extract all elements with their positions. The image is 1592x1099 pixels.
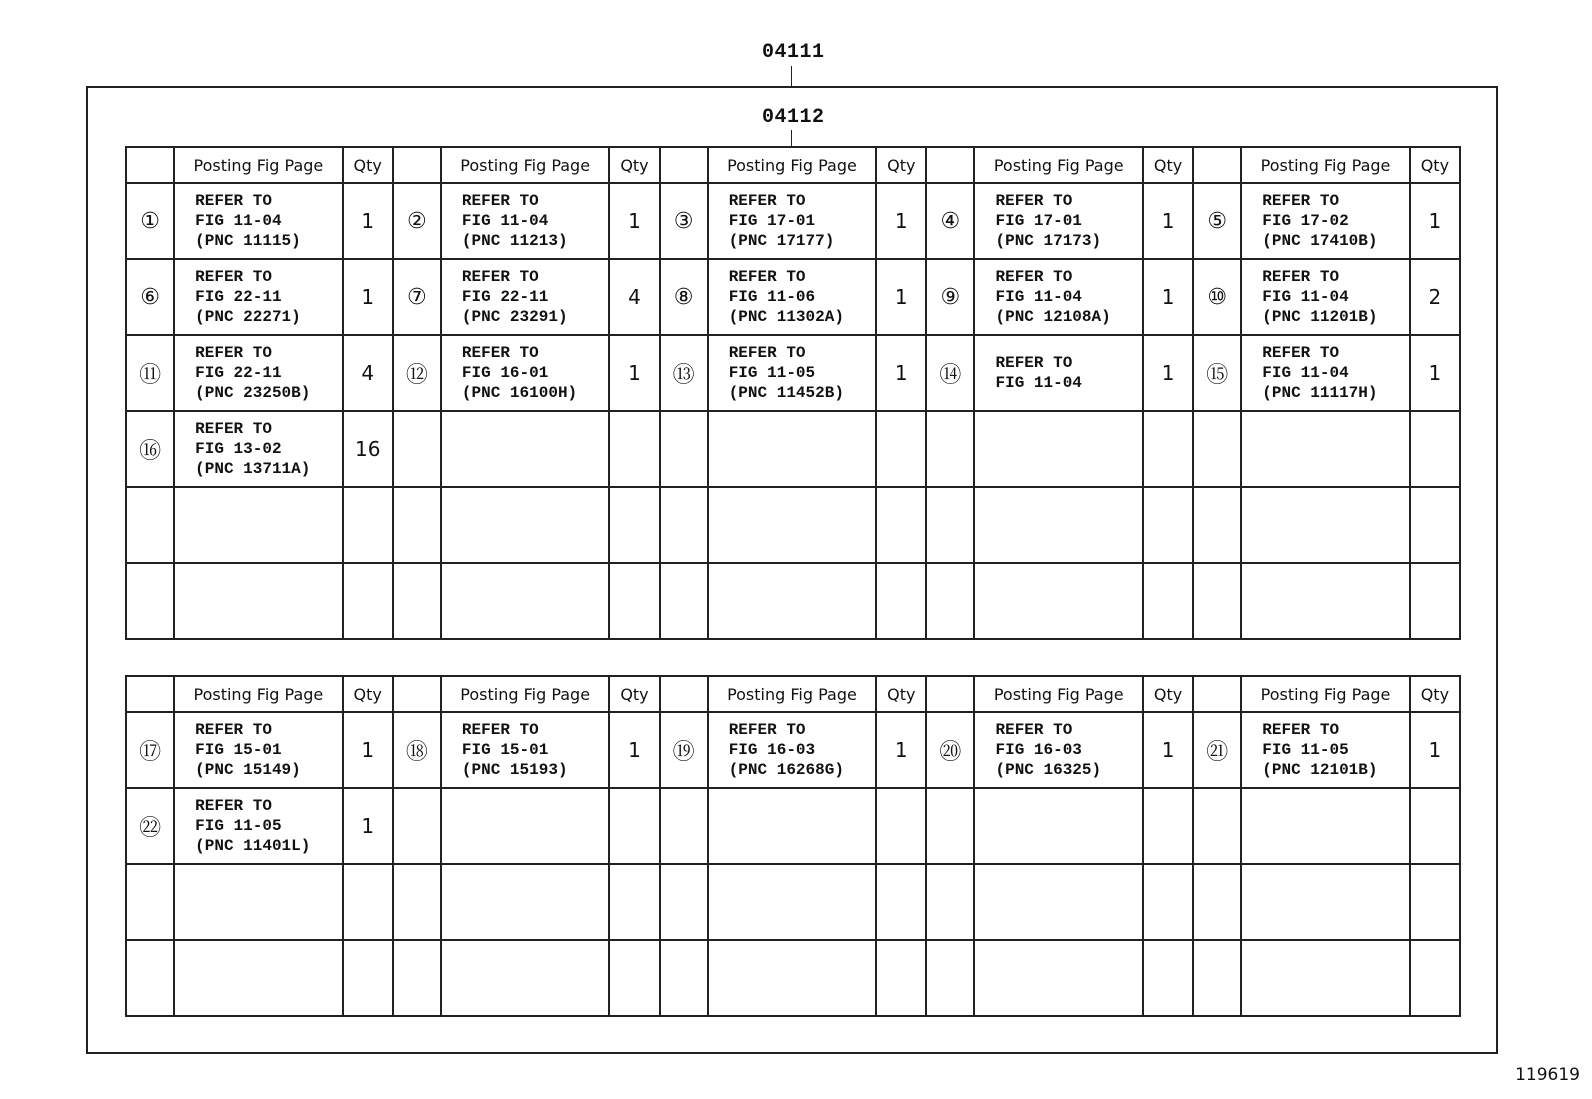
- posting-fig-reference: [174, 712, 343, 788]
- reference-line: (PNC 17177): [728, 232, 835, 250]
- callout-number: ⑮: [1193, 335, 1241, 411]
- quantity: [876, 940, 926, 1016]
- reference-line: REFER TO: [728, 192, 806, 210]
- posting-fig-reference: [708, 183, 877, 259]
- posting-fig-reference: [1241, 335, 1410, 411]
- callout-number: ⑰: [126, 712, 174, 788]
- quantity: 1: [609, 335, 659, 411]
- header-num-cell: [393, 676, 441, 712]
- quantity: 1: [1143, 712, 1193, 788]
- quantity: 1: [1410, 712, 1460, 788]
- quantity: 1: [343, 712, 393, 788]
- callout-number: [926, 411, 974, 487]
- header-num-cell: [393, 147, 441, 183]
- table-row: [126, 788, 1460, 864]
- reference-line: (PNC 15193): [461, 761, 568, 779]
- table-row: [126, 259, 1460, 335]
- reference-line: (PNC 11201B): [1262, 308, 1378, 326]
- reference-line: REFER TO: [728, 268, 806, 286]
- posting-fig-reference: [974, 940, 1143, 1016]
- header-num-cell: [660, 676, 708, 712]
- posting-fig-reference: [174, 788, 343, 864]
- callout-number: [926, 563, 974, 639]
- callout-number: ⑤: [1193, 183, 1241, 259]
- callout-number: ⑬: [660, 335, 708, 411]
- reference-line: (PNC 12101B): [1262, 761, 1378, 779]
- image-code: 119619: [1515, 1065, 1580, 1085]
- quantity: [876, 788, 926, 864]
- callout-number: ⑲: [660, 712, 708, 788]
- header-posting-fig-page: Posting Fig Page: [1241, 147, 1410, 183]
- reference-line: FIG 11-04: [461, 212, 549, 230]
- posting-fig-reference: [1241, 411, 1410, 487]
- header-qty: Qty: [1143, 676, 1193, 712]
- quantity: 1: [876, 259, 926, 335]
- callout-number: [660, 940, 708, 1016]
- callout-number: [393, 411, 441, 487]
- reference-line: REFER TO: [728, 344, 806, 362]
- reference-line: REFER TO: [461, 192, 539, 210]
- posting-fig-reference: [708, 940, 877, 1016]
- callout-number: [926, 788, 974, 864]
- posting-fig-reference: [708, 487, 877, 563]
- header-posting-fig-page: Posting Fig Page: [441, 676, 610, 712]
- callout-number: [393, 864, 441, 940]
- header-qty: Qty: [343, 147, 393, 183]
- callout-number: [1193, 940, 1241, 1016]
- callout-number: [926, 864, 974, 940]
- callout-number: ⑦: [393, 259, 441, 335]
- reference-line: REFER TO: [195, 797, 272, 815]
- posting-fig-reference: [974, 864, 1143, 940]
- quantity: [609, 864, 659, 940]
- reference-line: REFER TO: [195, 420, 272, 438]
- reference-line: (PNC 13711A): [195, 460, 311, 478]
- callout-number: ⑪: [126, 335, 174, 411]
- reference-line: REFER TO: [995, 268, 1073, 286]
- posting-fig-reference: [174, 183, 343, 259]
- callout-number: [126, 940, 174, 1016]
- reference-line: REFER TO: [995, 192, 1073, 210]
- posting-table-lower: [125, 675, 1461, 1017]
- posting-fig-reference: [174, 563, 343, 639]
- reference-line: FIG 17-01: [728, 212, 816, 230]
- reference-line: (PNC 23250B): [195, 384, 311, 402]
- reference-line: REFER TO: [995, 721, 1073, 739]
- quantity: [1410, 940, 1460, 1016]
- quantity: 1: [609, 712, 659, 788]
- callout-number: [1193, 487, 1241, 563]
- callout-number: ⑯: [126, 411, 174, 487]
- reference-line: FIG 11-04: [995, 374, 1082, 392]
- reference-line: (PNC 11401L): [195, 837, 311, 855]
- quantity: [1410, 487, 1460, 563]
- callout-number: [126, 487, 174, 563]
- callout-number: ⑨: [926, 259, 974, 335]
- quantity: [1410, 788, 1460, 864]
- callout-number: [126, 864, 174, 940]
- reference-line: REFER TO: [195, 344, 272, 362]
- reference-line: REFER TO: [195, 192, 272, 210]
- posting-fig-reference: [441, 411, 610, 487]
- callout-number: ③: [660, 183, 708, 259]
- header-posting-fig-page: Posting Fig Page: [174, 676, 343, 712]
- header-posting-fig-page: Posting Fig Page: [974, 676, 1143, 712]
- posting-fig-reference: [974, 335, 1143, 411]
- posting-fig-reference: [974, 183, 1143, 259]
- callout-number: ㉑: [1193, 712, 1241, 788]
- reference-line: (PNC 11213): [461, 232, 568, 250]
- quantity: 16: [343, 411, 393, 487]
- posting-fig-reference: [174, 487, 343, 563]
- leader-line-04112: [791, 130, 792, 146]
- reference-line: REFER TO: [1262, 192, 1340, 210]
- quantity: [1143, 487, 1193, 563]
- posting-fig-reference: [441, 563, 610, 639]
- reference-line: FIG 15-01: [195, 741, 282, 759]
- reference-line: (PNC 11302A): [728, 308, 844, 326]
- header-qty: Qty: [343, 676, 393, 712]
- label-04111: 04111: [762, 41, 825, 64]
- reference-line: FIG 16-03: [728, 741, 816, 759]
- table-row: [126, 487, 1460, 563]
- quantity: 1: [1410, 335, 1460, 411]
- header-num-cell: [1193, 676, 1241, 712]
- reference-line: REFER TO: [195, 268, 272, 286]
- callout-number: ⑳: [926, 712, 974, 788]
- reference-line: (PNC 11452B): [728, 384, 844, 402]
- reference-line: (PNC 17173): [995, 232, 1102, 250]
- reference-line: FIG 11-05: [195, 817, 282, 835]
- header-qty: Qty: [1410, 676, 1460, 712]
- posting-fig-reference: [1241, 864, 1410, 940]
- reference-line: REFER TO: [1262, 721, 1340, 739]
- quantity: 1: [1410, 183, 1460, 259]
- quantity: [1143, 411, 1193, 487]
- callout-number: ⑫: [393, 335, 441, 411]
- quantity: 4: [609, 259, 659, 335]
- callout-number: [926, 487, 974, 563]
- header-qty: Qty: [876, 147, 926, 183]
- posting-fig-reference: [708, 788, 877, 864]
- quantity: 1: [343, 183, 393, 259]
- posting-fig-reference: [1241, 259, 1410, 335]
- callout-number: ⑩: [1193, 259, 1241, 335]
- posting-fig-reference: [708, 563, 877, 639]
- header-posting-fig-page: Posting Fig Page: [708, 147, 877, 183]
- quantity: [876, 864, 926, 940]
- posting-fig-reference: [708, 864, 877, 940]
- reference-line: FIG 22-11: [195, 288, 282, 306]
- posting-fig-reference: [441, 940, 610, 1016]
- reference-line: REFER TO: [1262, 344, 1340, 362]
- posting-fig-reference: [441, 712, 610, 788]
- reference-line: (PNC 11115): [195, 232, 301, 250]
- posting-fig-reference: [708, 259, 877, 335]
- header-posting-fig-page: Posting Fig Page: [1241, 676, 1410, 712]
- header-qty: Qty: [1410, 147, 1460, 183]
- callout-number: ⑱: [393, 712, 441, 788]
- reference-line: (PNC 16100H): [461, 384, 578, 402]
- reference-line: FIG 16-03: [995, 741, 1082, 759]
- callout-number: [126, 563, 174, 639]
- quantity: 1: [876, 712, 926, 788]
- reference-line: FIG 15-01: [461, 741, 549, 759]
- leader-line-04111: [791, 66, 792, 86]
- header-posting-fig-page: Posting Fig Page: [441, 147, 610, 183]
- table-row: [126, 864, 1460, 940]
- callout-number: ⑭: [926, 335, 974, 411]
- quantity: [343, 563, 393, 639]
- reference-line: FIG 11-05: [1262, 741, 1349, 759]
- callout-number: ②: [393, 183, 441, 259]
- reference-line: FIG 11-04: [195, 212, 282, 230]
- reference-line: REFER TO: [195, 721, 272, 739]
- header-posting-fig-page: Posting Fig Page: [974, 147, 1143, 183]
- posting-fig-reference: [974, 712, 1143, 788]
- callout-number: [660, 487, 708, 563]
- reference-line: FIG 13-02: [195, 440, 282, 458]
- posting-fig-reference: [441, 183, 610, 259]
- header-num-cell: [660, 147, 708, 183]
- posting-fig-reference: [174, 259, 343, 335]
- reference-line: REFER TO: [461, 268, 539, 286]
- reference-line: FIG 16-01: [461, 364, 549, 382]
- quantity: 1: [1143, 183, 1193, 259]
- posting-table-upper: [125, 146, 1461, 640]
- header-num-cell: [926, 676, 974, 712]
- header-qty: Qty: [609, 147, 659, 183]
- quantity: [876, 563, 926, 639]
- reference-line: FIG 17-02: [1262, 212, 1349, 230]
- callout-number: [660, 864, 708, 940]
- table-row: [126, 183, 1460, 259]
- header-qty: Qty: [609, 676, 659, 712]
- reference-line: (PNC 22271): [195, 308, 301, 326]
- posting-fig-reference: [1241, 183, 1410, 259]
- quantity: [876, 487, 926, 563]
- posting-fig-reference: [974, 411, 1143, 487]
- posting-fig-reference: [974, 563, 1143, 639]
- reference-line: FIG 17-01: [995, 212, 1082, 230]
- quantity: [609, 940, 659, 1016]
- quantity: [343, 487, 393, 563]
- quantity: 1: [609, 183, 659, 259]
- table-row: [126, 411, 1460, 487]
- callout-number: [1193, 788, 1241, 864]
- posting-fig-reference: [974, 259, 1143, 335]
- quantity: 1: [1143, 259, 1193, 335]
- quantity: 4: [343, 335, 393, 411]
- reference-line: REFER TO: [461, 721, 539, 739]
- reference-line: FIG 11-06: [728, 288, 816, 306]
- header-qty: Qty: [1143, 147, 1193, 183]
- posting-fig-reference: [1241, 563, 1410, 639]
- reference-line: FIG 11-05: [728, 364, 816, 382]
- table-row: [126, 940, 1460, 1016]
- quantity: [343, 864, 393, 940]
- header-num-cell: [1193, 147, 1241, 183]
- quantity: 1: [876, 183, 926, 259]
- quantity: [609, 487, 659, 563]
- quantity: 1: [1143, 335, 1193, 411]
- reference-line: (PNC 23291): [461, 308, 568, 326]
- table-row: [126, 712, 1460, 788]
- reference-line: (PNC 16268G): [728, 761, 844, 779]
- reference-line: (PNC 11117H): [1262, 384, 1378, 402]
- reference-line: (PNC 16325): [995, 761, 1102, 779]
- callout-number: [393, 788, 441, 864]
- reference-line: REFER TO: [461, 344, 539, 362]
- table-row: [126, 563, 1460, 639]
- quantity: [1410, 864, 1460, 940]
- callout-number: ⑥: [126, 259, 174, 335]
- quantity: [609, 563, 659, 639]
- callout-number: [660, 788, 708, 864]
- header-qty: Qty: [876, 676, 926, 712]
- posting-fig-reference: [441, 259, 610, 335]
- callout-number: [393, 563, 441, 639]
- table-row: [126, 335, 1460, 411]
- posting-fig-reference: [708, 411, 877, 487]
- callout-number: ④: [926, 183, 974, 259]
- posting-fig-reference: [441, 487, 610, 563]
- reference-line: REFER TO: [728, 721, 806, 739]
- quantity: [609, 411, 659, 487]
- quantity: 1: [343, 788, 393, 864]
- posting-fig-reference: [441, 335, 610, 411]
- header-num-cell: [126, 147, 174, 183]
- header-row: [126, 676, 1460, 712]
- posting-fig-reference: [1241, 940, 1410, 1016]
- callout-number: [393, 940, 441, 1016]
- reference-line: FIG 11-04: [1262, 364, 1349, 382]
- callout-number: [1193, 563, 1241, 639]
- callout-number: [1193, 411, 1241, 487]
- posting-fig-reference: [441, 864, 610, 940]
- posting-fig-reference: [708, 712, 877, 788]
- posting-fig-reference: [174, 411, 343, 487]
- posting-fig-reference: [974, 487, 1143, 563]
- posting-fig-reference: [974, 788, 1143, 864]
- quantity: [609, 788, 659, 864]
- reference-line: (PNC 17410B): [1262, 232, 1378, 250]
- posting-fig-reference: [174, 940, 343, 1016]
- quantity: [1143, 940, 1193, 1016]
- posting-fig-reference: [441, 788, 610, 864]
- reference-line: FIG 11-04: [995, 288, 1082, 306]
- reference-line: FIG 22-11: [461, 288, 549, 306]
- callout-number: [660, 411, 708, 487]
- reference-line: FIG 22-11: [195, 364, 282, 382]
- reference-line: (PNC 12108A): [995, 308, 1111, 326]
- quantity: [1143, 864, 1193, 940]
- posting-fig-reference: [1241, 487, 1410, 563]
- posting-fig-reference: [1241, 712, 1410, 788]
- posting-fig-reference: [174, 335, 343, 411]
- callout-number: ㉒: [126, 788, 174, 864]
- header-posting-fig-page: Posting Fig Page: [708, 676, 877, 712]
- posting-fig-reference: [708, 335, 877, 411]
- quantity: [1143, 788, 1193, 864]
- quantity: [343, 940, 393, 1016]
- quantity: [1410, 563, 1460, 639]
- quantity: 1: [343, 259, 393, 335]
- header-row: [126, 147, 1460, 183]
- callout-number: ①: [126, 183, 174, 259]
- callout-number: [393, 487, 441, 563]
- quantity: 2: [1410, 259, 1460, 335]
- callout-number: [926, 940, 974, 1016]
- callout-number: ⑧: [660, 259, 708, 335]
- posting-fig-reference: [174, 864, 343, 940]
- header-posting-fig-page: Posting Fig Page: [174, 147, 343, 183]
- quantity: 1: [876, 335, 926, 411]
- quantity: [1143, 563, 1193, 639]
- reference-line: REFER TO: [995, 354, 1073, 372]
- reference-line: REFER TO: [1262, 268, 1340, 286]
- label-04112: 04112: [762, 106, 825, 129]
- reference-line: FIG 11-04: [1262, 288, 1349, 306]
- quantity: [876, 411, 926, 487]
- reference-line: (PNC 15149): [195, 761, 301, 779]
- header-num-cell: [926, 147, 974, 183]
- quantity: [1410, 411, 1460, 487]
- header-num-cell: [126, 676, 174, 712]
- posting-fig-reference: [1241, 788, 1410, 864]
- callout-number: [660, 563, 708, 639]
- callout-number: [1193, 864, 1241, 940]
